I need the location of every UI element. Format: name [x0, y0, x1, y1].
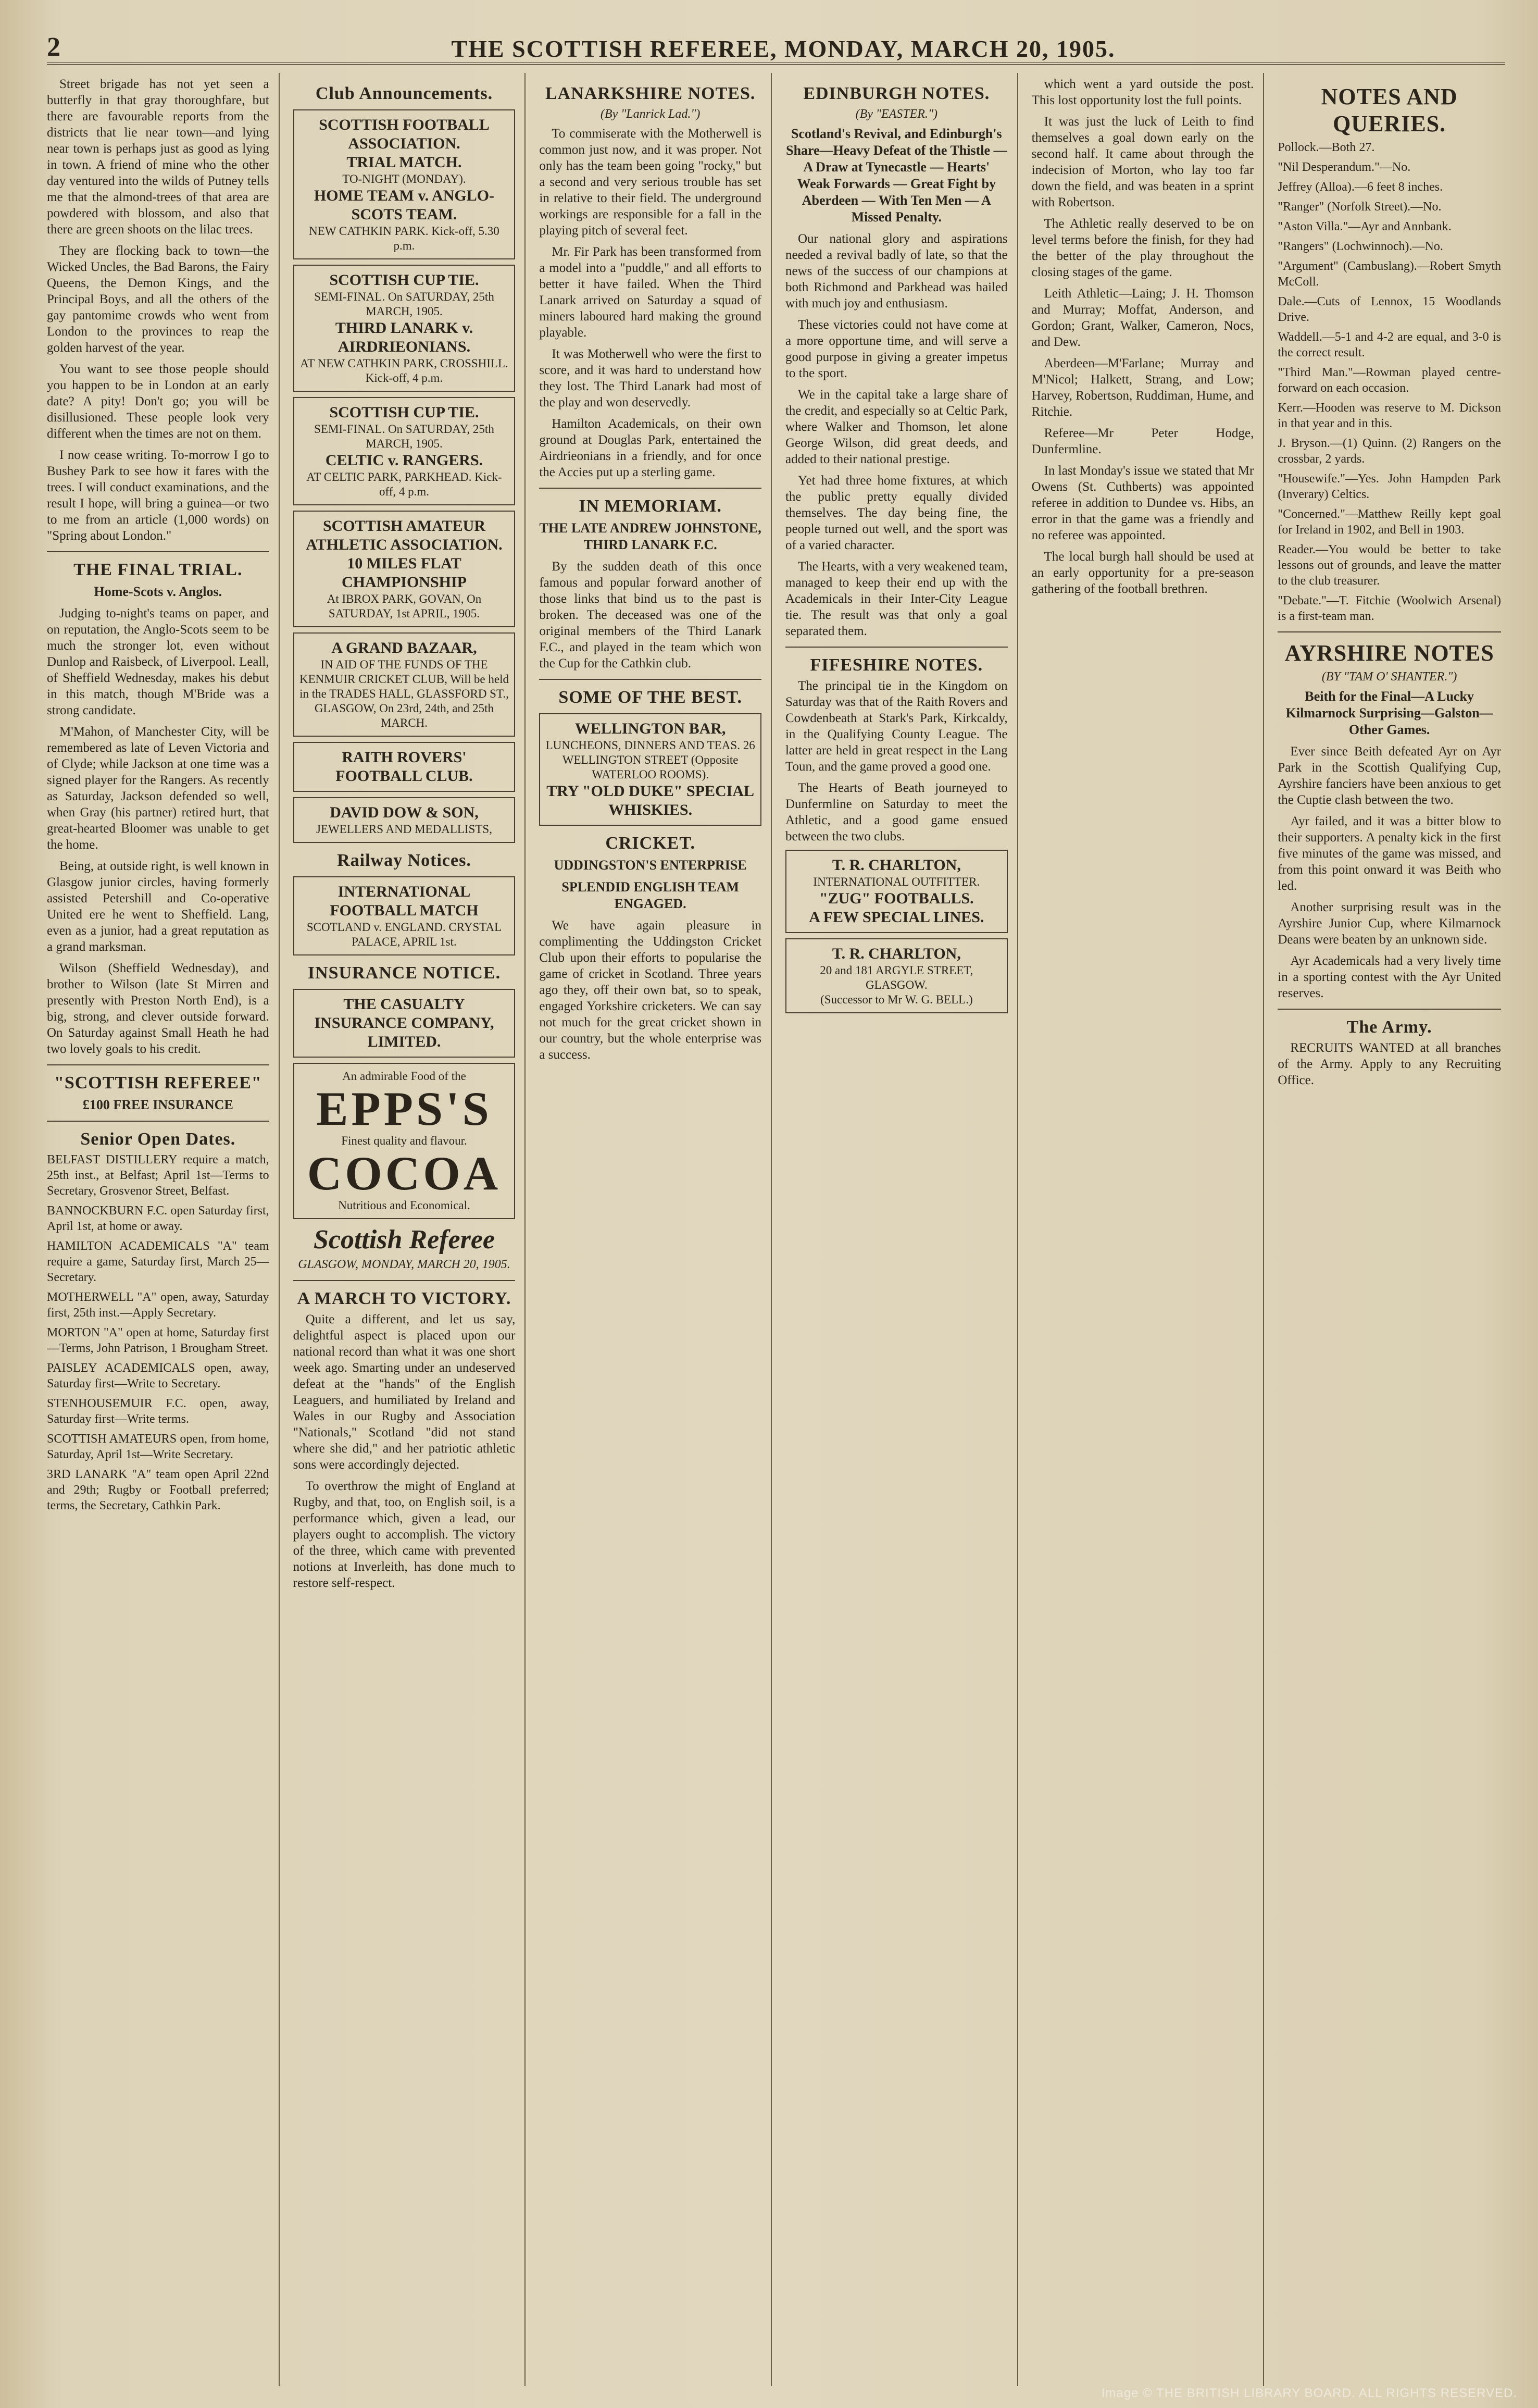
article-paragraph: To commiserate with the Motherwell is common just now, and it was proper. Not only has the team been going "rocky," but a second and very serious trouble has set in relative to their field. The underground workings are responsible for a fall in the playing pitch of several feet. — [539, 127, 761, 238]
list-item: Pollock.—Both 27. — [1278, 141, 1375, 154]
list-item: "Housewife."—Yes. John Hampden Park (Inverary) Celtics. — [1278, 472, 1501, 501]
cricket-subheading: SPLENDID ENGLISH TEAM ENGAGED. — [561, 879, 739, 911]
article-paragraph: Yet had three home fixtures, at which the public pretty equally divided themselves. The day being fine, the people turned out well, and the sport was of a varied character. — [785, 474, 1008, 552]
list-item: "Concerned."—Matthew Reilly kept goal for Ireland in 1902, and Bell in 1903. — [1278, 507, 1501, 537]
advertisement: RAITH ROVERS' FOOTBALL CLUB. — [293, 742, 516, 792]
page-number: 2 — [47, 32, 61, 62]
column-5 — [1032, 73, 1265, 2386]
list-item: HAMILTON ACADEMICALS "A" team require a game, Saturday first, March 25—Secretary. — [47, 1239, 269, 1284]
list-item: Kerr.—Hooden was reserve to M. Dickson in that year and in this. — [1278, 401, 1501, 430]
article-paragraph: which went a yard outside the post. This lost opportunity lost the full points. — [1031, 77, 1254, 107]
divider — [1278, 1009, 1501, 1010]
article-paragraph: By the sudden death of this once famous and popular forward another of those links that bind us to the past is broken. The deceased was one of the original members of the Third Lanark F.C., and played in the team which won the Cup for the Cathkin club. — [539, 560, 761, 671]
advertisement: WELLINGTON BAR, LUNCHEONS, DINNERS AND TEAS. 26 WELLINGTON STREET (Opposite WATERLOO ROOMS). TRY "OLD DUKE" SPECIAL WHISKIES. — [539, 713, 761, 826]
article-paragraph: The principal tie in the Kingdom on Saturday was that of the Raith Rovers and Cowdenbeath at Stark's Park, Kirkcaldy, in the Qualifying County League. The latter are held in great respect in the Lang Toun, and the game proved a good one. — [785, 679, 1008, 774]
section-heading: INSURANCE NOTICE. — [307, 963, 501, 983]
memoriam-subheading: THE LATE ANDREW JOHNSTONE, THIRD LANARK F.C. — [539, 520, 761, 552]
section-heading: LANARKSHIRE NOTES. — [545, 84, 756, 103]
advertisement: DAVID DOW & SON, JEWELLERS AND MEDALLISTS, — [293, 797, 516, 843]
advertisement: INTERNATIONAL FOOTBALL MATCH SCOTLAND v. ENGLAND. CRYSTAL PALACE, APRIL 1st. — [293, 876, 516, 955]
cricket-subheading: UDDINGSTON'S ENTERPRISE — [554, 858, 747, 873]
byline: (By "EASTER.") — [855, 107, 938, 121]
article-paragraph: I now cease writing. To-morrow I go to Bushey Park to see how it fares with the trees. I will conduct examinations, and the result I hope, will bring a guinea—or two to me from an article (1,000 words) on "Spring about London." — [47, 448, 269, 543]
advertisement: T. R. CHARLTON, INTERNATIONAL OUTFITTER. "ZUG" FOOTBALLS. A FEW SPECIAL LINES. — [785, 850, 1008, 933]
paper-nameplate: Scottish Referee — [313, 1225, 495, 1255]
article-paragraph: Being, at outside right, is well known in Glasgow junior circles, having formerly assisted Petershill and Co-operative United ere he went to Sheffield. Lang, even as a junior, had a great reputation as a grand marksman. — [47, 859, 269, 954]
article-paragraph: M'Mahon, of Manchester City, will be remembered as late of Leven Victoria and of Clyde; while Jackson at one time was a signed player for the Rangers. As recently as Saturday, Jackson defended so well, when Gray (his partner) retired hurt, that great-hearted Bloomer was unable to get the home. — [47, 725, 269, 852]
divider — [47, 551, 269, 552]
article-paragraph: Hamilton Academicals, on their own ground at Douglas Park, entertained the Airdrieonians in a friendly, and for once the Accies put up a sterling game. — [539, 417, 761, 479]
list-item: Dale.—Cuts of Lennox, 15 Woodlands Drive. — [1278, 295, 1501, 324]
list-item: J. Bryson.—(1) Quinn. (2) Rangers on the crossbar, 2 yards. — [1278, 437, 1501, 466]
brand-name: COCOA — [307, 1147, 502, 1200]
list-item: BELFAST DISTILLERY require a match, 25th inst., at Belfast; April 1st—Terms to Secretary, Grosvenor Street, Belfast. — [47, 1153, 269, 1198]
section-heading: SOME OF THE BEST. — [558, 688, 742, 707]
article-paragraph: The Athletic really deserved to be on level terms before the finish, for they had the better of the play throughout the closing stages of the game. — [1031, 217, 1254, 279]
list-item: "Ranger" (Norfolk Street).—No. — [1278, 200, 1442, 214]
advertisement: SCOTTISH FOOTBALL ASSOCIATION. TRIAL MATCH. TO-NIGHT (MONDAY). HOME TEAM v. ANGLO-SCOTS TEAM. NEW CATHKIN PARK. Kick-off, 5.30 p.m. — [293, 109, 516, 259]
list-item: "Nil Desperandum."—No. — [1278, 160, 1411, 174]
article-paragraph: The local burgh hall should be used at an early opportunity for a pre-season gathering of the football brethren. — [1031, 550, 1254, 596]
advertisement: THE CASUALTY INSURANCE COMPANY, LIMITED. — [293, 989, 516, 1058]
copyright-credit: Image © THE BRITISH LIBRARY BOARD. ALL RIGHTS RESERVED. — [1101, 2386, 1517, 2400]
article-paragraph: Street brigade has not yet seen a butterfly in that gray thoroughfare, but there are favourable reports from the districts that lie near town—and lying near town is perhaps just as good as lying in town. A friend of mine who the other day ventured into the wilds of Putney tells me that the almond-trees of that area are powdered with blossom, and also that there are green shoots on the lilac trees. — [47, 77, 269, 237]
list-item: Jeffrey (Alloa).—6 feet 8 inches. — [1278, 180, 1443, 194]
queries-list — [1278, 140, 1501, 624]
brand-name: EPPS'S — [316, 1082, 492, 1135]
article-paragraph: The Hearts of Beath journeyed to Dunfermline on Saturday to meet the Athletic, and a good game ensued between the two clubs. — [785, 781, 1008, 843]
paper-dateline: GLASGOW, MONDAY, MARCH 20, 1905. — [298, 1258, 510, 1271]
columns — [47, 73, 1510, 2386]
advertisement: A GRAND BAZAAR, IN AID OF THE FUNDS OF THE KENMUIR CRICKET CLUB, Will be held in the TRADES HALL, GLASSFORD ST., GLASGOW, On 23rd, 24th, and 25th MARCH. — [293, 632, 516, 737]
article-paragraph: Mr. Fir Park has been transformed from a model into a "puddle," and all efforts to better it have failed. When the Third Lanark arrived on Saturday a squad of miners laboured hard making the ground playable. — [539, 245, 761, 340]
column-1 — [47, 73, 280, 2386]
section-heading: Club Announcements. — [315, 84, 493, 103]
article-paragraph: We in the capital take a large share of the credit, and especially so at Celtic Park, where Walker and Thomson, let alone George Wilson, did great deeds, and added to their national prestige. — [785, 388, 1008, 466]
list-item: Waddell.—5-1 and 4-2 are equal, and 3-0 is the correct result. — [1278, 330, 1501, 359]
newspaper-title: THE SCOTTISH REFEREE, MONDAY, MARCH 20, 1905. — [451, 35, 1116, 62]
list-item: STENHOUSEMUIR F.C. open, away, Saturday first—Write terms. — [47, 1397, 269, 1426]
list-item: Reader.—You would be better to take lessons out of grounds, and leave the matter to the club treasurer. — [1278, 543, 1501, 588]
referee-line: Referee—Mr Peter Hodge, Dunfermline. — [1031, 426, 1254, 456]
divider — [47, 1064, 269, 1065]
article-paragraph: Ayr failed, and it was a bitter blow to their supporters. A penalty kick in the first five minutes of the game was missed, and from this point onward it was Beith who led. — [1278, 814, 1501, 893]
advertisement: SCOTTISH CUP TIE. SEMI-FINAL. On SATURDAY, 25th MARCH, 1905. CELTIC v. RANGERS. AT CELTIC PARK, PARKHEAD. Kick-off, 4 p.m. — [293, 397, 516, 505]
section-heading: AYRSHIRE NOTES — [1284, 640, 1494, 666]
divider — [785, 647, 1008, 648]
article-deck: Beith for the Final—A Lucky Kilmarnock Surprising—Galston—Other Games. — [1285, 689, 1493, 737]
advertisement: SCOTTISH AMATEUR ATHLETIC ASSOCIATION. 10 MILES FLAT CHAMPIONSHIP At IBROX PARK, GOVAN, On SATURDAY, 1st APRIL, 1905. — [293, 511, 516, 627]
section-heading: Senior Open Dates. — [80, 1129, 236, 1149]
list-item: MORTON "A" open at home, Saturday first—Terms, John Patrison, 1 Brougham Street. — [47, 1326, 269, 1355]
masthead — [47, 31, 1505, 65]
article-deck: Scotland's Revival, and Edinburgh's Share—Heavy Defeat of the Thistle —A Draw at Tynecastle — Hearts' Weak Forwards — Great Fight by Aberdeen — With Ten Men — A Missed Penalty. — [786, 126, 1007, 225]
divider — [1278, 631, 1501, 632]
byline: (BY "TAM O' SHANTER.") — [1321, 670, 1457, 684]
article-paragraph: We have again pleasure in complimenting the Uddingston Cricket Club upon their efforts to popularise the game of cricket in Scotland. Three years ago they, off their own bat, so to speak, engaged Yorkshire cricketers. We can say not much for the great cricket shown in our country, but the whole enterprise was a success. — [539, 918, 761, 1062]
team-lineup: Leith Athletic—Laing; J. H. Thomson and Murray; Moffat, Anderson, and Gordon; Grant, Walker, Cameron, Nocs, and Dew. — [1031, 287, 1254, 349]
advertisement: SCOTTISH CUP TIE. SEMI-FINAL. On SATURDAY, 25th MARCH, 1905. THIRD LANARK v. AIRDRIEONIANS. AT NEW CATHKIN PARK, CROSSHILL. Kick-off, 4 p.m. — [293, 265, 516, 392]
section-heading: FIFESHIRE NOTES. — [810, 655, 983, 675]
list-item: "Rangers" (Lochwinnoch).—No. — [1278, 240, 1443, 253]
list-item: MOTHERWELL "A" open, away, Saturday first, 25th inst.—Apply Secretary. — [47, 1290, 269, 1320]
insurance-subheading: £100 FREE INSURANCE — [82, 1097, 233, 1112]
column-3 — [539, 73, 772, 2386]
article-paragraph: Our national glory and aspirations needed a revival badly of late, so that the news of the success of our champions at both Richmond and Parkhead was hailed with much joy and enthusiasm. — [785, 232, 1008, 311]
article-paragraph: These victories could not have come at a more opportune time, and will serve a good purpose in giving a greater impetus to the sport. — [785, 318, 1008, 380]
article-paragraph: Quite a different, and let us say, delightful aspect is placed upon our national record than what it was one short week ago. Smarting under an undeserved defeat at the "hands" of the English Leaguers, and humiliated by Ireland and Wales in our Rugby and Association "Nationals," Scotland "did not stand where she did," and her patriotic athletic sons were accordingly dejected. — [293, 1312, 516, 1472]
article-paragraph: Ayr Academicals had a very lively time in a sporting contest with the Ayr United reserves. — [1278, 954, 1501, 1000]
section-heading: THE FINAL TRIAL. — [73, 560, 243, 579]
match-heading: Home-Scots v. Anglos. — [94, 584, 222, 599]
open-dates-list — [47, 1152, 269, 1513]
divider — [539, 679, 761, 680]
article-paragraph: It was just the luck of Leith to find themselves a goal down early on the second half. It came about through the indecision of Morton, who lay too far down the field, and was beaten in a sprint with Robertson. — [1031, 115, 1254, 209]
leader-heading: A MARCH TO VICTORY. — [297, 1289, 511, 1308]
article-paragraph: It was Motherwell who were the first to score, and it was hard to understand how they lost. The Third Lanark had most of the play and won deservedly. — [539, 347, 761, 409]
list-item: BANNOCKBURN F.C. open Saturday first, April 1st, at home or away. — [47, 1204, 269, 1233]
article-paragraph: They are flocking back to town—the Wicked Uncles, the Bad Barons, the Fairy Queens, the Demon Kings, and the Principal Boys, and all the others of the gay pantomime crowds who went from London to the provinces to reap the golden harvest of the year. — [47, 244, 269, 355]
divider — [539, 488, 761, 489]
article-paragraph: You want to see those people should you happen to be in London at an early date? A pity! Don't go; you will be disillusioned. These people look very different when the times are not on them. — [47, 362, 269, 441]
list-item: "Third Man."—Rowman played centre-forward on each occasion. — [1278, 366, 1501, 395]
article-paragraph: RECRUITS WANTED at all branches of the Army. Apply to any Recruiting Office. — [1278, 1041, 1501, 1087]
column-2 — [293, 73, 526, 2386]
advertisement: T. R. CHARLTON, 20 and 181 ARGYLE STREET, GLASGOW. (Successor to Mr W. G. BELL.) — [785, 938, 1008, 1013]
section-heading: The Army. — [1346, 1017, 1432, 1037]
column-6 — [1278, 73, 1510, 2386]
column-4 — [785, 73, 1018, 2386]
list-item: SCOTTISH AMATEURS open, from home, Saturday, April 1st—Write Secretary. — [47, 1432, 269, 1461]
article-paragraph: Another surprising result was in the Ayrshire Junior Cup, where Kilmarnock Deans were beaten by an unknown side. — [1278, 900, 1501, 947]
section-heading: Railway Notices. — [337, 851, 471, 870]
article-paragraph: Ever since Beith defeated Ayr on Ayr Park in the Scottish Qualifying Cup, Ayrshire fanciers have been anxious to get the Cuptie clash between the two. — [1278, 744, 1501, 807]
article-paragraph: The Hearts, with a very weakened team, managed to keep their end up with the Academicals in their Inter-City League tie. The result was that only a goal separated them. — [785, 560, 1008, 638]
cocoa-advertisement: An admirable Food of the EPPS'S Finest quality and flavour. COCOA Nutritious and Economical. — [293, 1063, 516, 1219]
article-paragraph: Wilson (Sheffield Wednesday), and brother to Wilson (late St Mirren and presently with Preston North End), is a big, strong, and clever outside forward. On Saturday against Small Heath he had two lovely goals to his credit. — [47, 961, 269, 1056]
divider — [293, 1280, 516, 1281]
divider — [47, 1121, 269, 1122]
article-paragraph: Judging to-night's teams on paper, and on reputation, the Anglo-Scots seem to be much the stronger lot, even without Dunlop and Raisbeck, of Liverpool. Leall, of Sheffield Wednesday, makes his debut in this match, though M'Bride was a strong candidate. — [47, 606, 269, 717]
section-heading: NOTES AND QUERIES. — [1321, 84, 1458, 136]
article-paragraph: To overthrow the might of England at Rugby, and that, too, on English soil, is a performance which, given a lead, our players ought to accomplish. The victory of the three, which came with prevented notions at Inverleith, has done much to restore self-respect. — [293, 1479, 516, 1590]
byline: (By "Lanrick Lad.") — [600, 107, 701, 121]
team-lineup: Aberdeen—M'Farlane; Murray and M'Nicol; Halkett, Strang, and Low; Harvey, Robertson, Ruddiman, Hume, and Ritchie. — [1031, 356, 1254, 419]
insurance-heading: "SCOTTISH REFEREE" — [54, 1073, 262, 1093]
list-item: "Argument" (Cambuslang).—Robert Smyth McColl. — [1278, 259, 1501, 289]
list-item: "Debate."—T. Fitchie (Woolwich Arsenal) is a first-team man. — [1278, 594, 1501, 623]
list-item: "Aston Villa."—Ayr and Annbank. — [1278, 220, 1452, 233]
section-heading: IN MEMORIAM. — [579, 497, 722, 516]
list-item: 3RD LANARK "A" team open April 22nd and 29th; Rugby or Football preferred; terms, the Secretary, Cathkin Park. — [47, 1468, 269, 1512]
section-heading: EDINBURGH NOTES. — [803, 84, 990, 103]
article-paragraph: In last Monday's issue we stated that Mr Owens (St. Cuthberts) was appointed referee in addition to Dundee vs. Hibs, an error in that the game was a friendly and no referee was appointed. — [1031, 464, 1254, 542]
list-item: PAISLEY ACADEMICALS open, away, Saturday first—Write to Secretary. — [47, 1361, 269, 1391]
section-heading: CRICKET. — [605, 834, 695, 853]
